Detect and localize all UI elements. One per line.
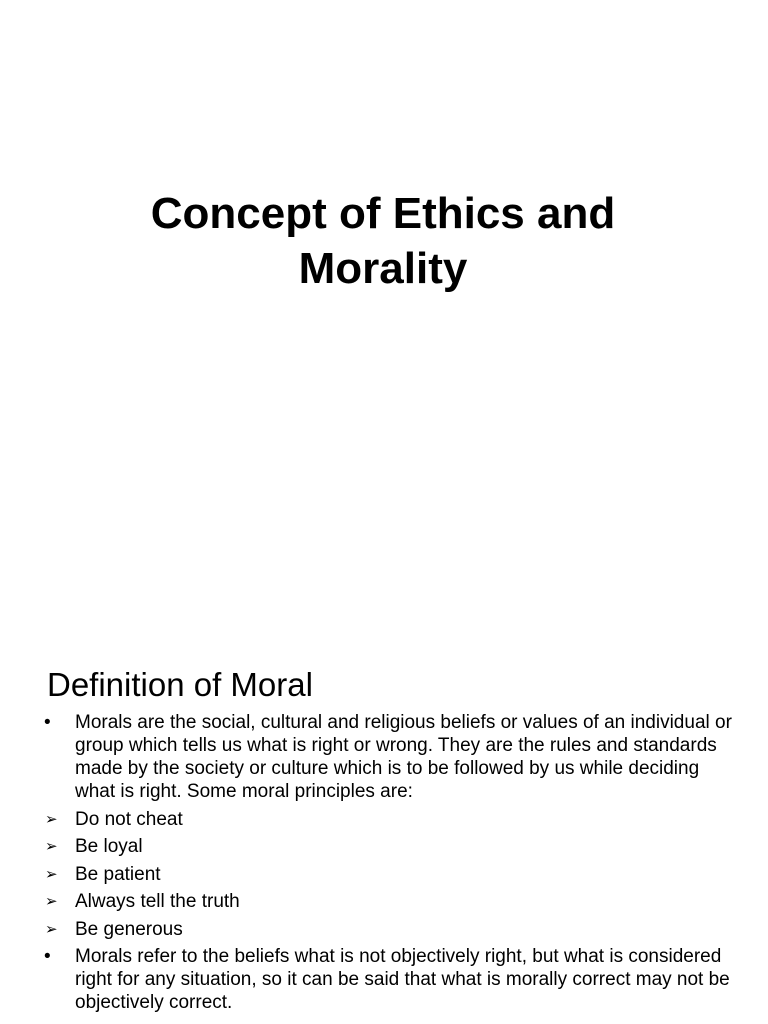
arrow-bullet-icon: ➢ [45, 893, 58, 910]
list-item [0, 918, 768, 941]
list-item-text: Be patient [75, 863, 161, 885]
list-item [0, 890, 768, 913]
list-item [0, 711, 768, 803]
list-item [0, 863, 768, 886]
list-item-text: Morals refer to the beliefs what is not objectively right, but what is considered right for any situation, so it can be said that what is morally correct may not be objectively correct. [75, 946, 730, 1013]
bullet-icon: • [44, 712, 51, 733]
list-item-text: Be generous [75, 918, 183, 940]
list-item-text: Do not cheat [75, 808, 183, 830]
list-item [0, 808, 768, 831]
arrow-bullet-icon: ➢ [45, 810, 58, 828]
arrow-bullet-icon: ➢ [45, 920, 58, 938]
list-item [0, 835, 768, 858]
list-item-text: Be loyal [75, 836, 143, 857]
list-item [0, 945, 768, 1014]
list-item-text: Morals are the social, cultural and religious beliefs or values of an individual or group which tells us what is right or wrong. They are the rules and standards made by the society or culture which is to be followed by us while deciding what is right. Some moral principles are: [75, 712, 732, 802]
bullet-icon: • [44, 946, 51, 967]
list-item-text: Always tell the truth [75, 891, 240, 912]
definition-slide [0, 662, 768, 1024]
slide-title: Concept of Ethics and Morality [150, 189, 616, 293]
bullet-list [0, 711, 768, 1019]
arrow-bullet-icon: ➢ [45, 865, 58, 883]
section-heading: Definition of Moral [47, 666, 313, 703]
arrow-bullet-icon: ➢ [45, 838, 58, 855]
